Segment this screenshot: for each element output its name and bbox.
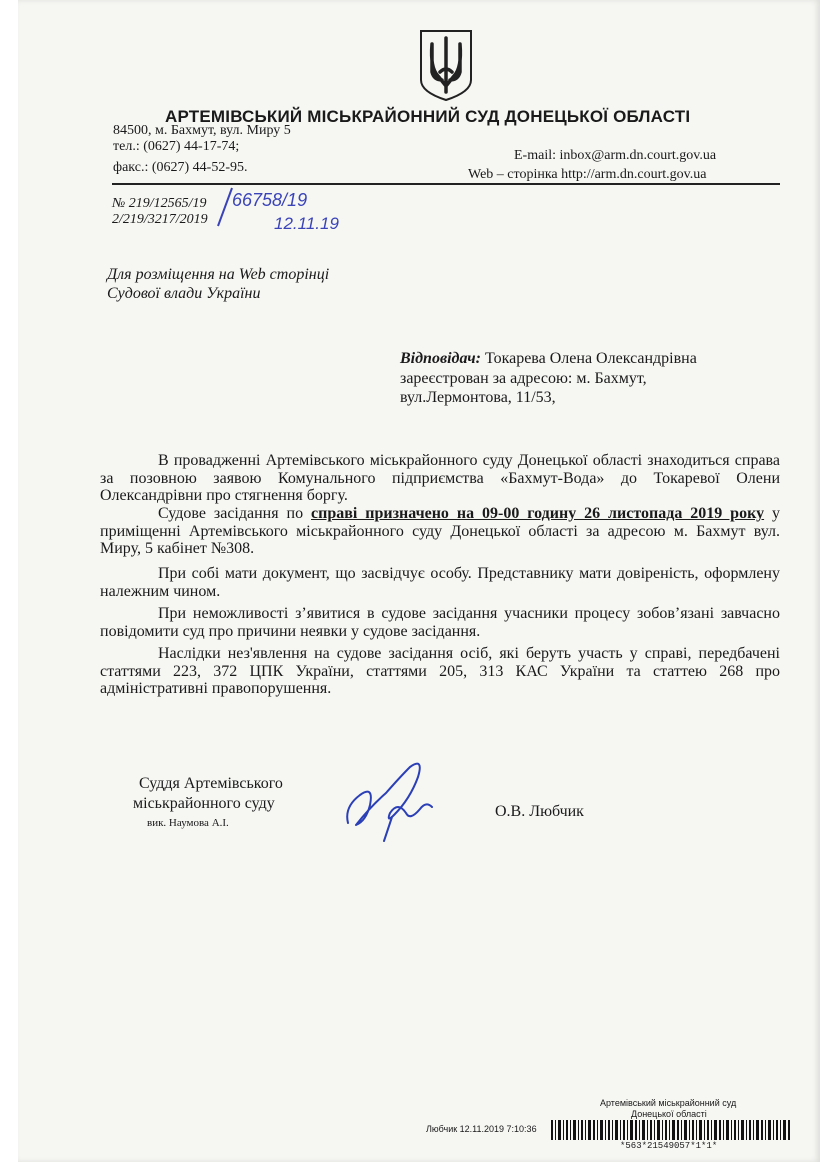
- court-website: Web – сторінка http://arm.dn.court.gov.ua: [468, 167, 707, 182]
- footer-stamp: Любчик 12.11.2019 7:10:36: [426, 1124, 537, 1134]
- hearing-date-highlight: справі призначено на 09-00 годину 26 листопада 2019 року: [311, 505, 765, 522]
- judge-name: О.В. Любчик: [495, 803, 584, 820]
- barcode-text: *563*21549057*1*1*: [620, 1141, 718, 1151]
- body-paragraph-5: Наслідки нез'явлення на судове засідання осіб, які беруть участь у справі, передбачені статтями 223, 372 ЦПК України, статтями 205, 313 КАС України та статтею 268 про адміністративні правопорушення.: [100, 645, 780, 697]
- recipient-address-line1: зареєстрован за адресою: м. Бахмут,: [400, 370, 647, 387]
- body-paragraph-4: При неможливості з’явитися в судове засідання учасники процесу зобов’язані завчасно повідомити суд про причини неявки у судове засідання.: [100, 605, 780, 640]
- recipient-label: Відповідач:: [400, 350, 481, 367]
- body-paragraph-2: [100, 505, 780, 558]
- court-address: 84500, м. Бахмут, вул. Миру 5: [113, 123, 291, 138]
- proceeding-number: 2/219/3217/2019: [112, 212, 208, 227]
- court-phone: тел.: (0627) 44-17-74;: [113, 139, 240, 154]
- recipient-address-line2: вул.Лермонтова, 11/53,: [400, 389, 556, 406]
- paragraph-2-end: у приміщенні Артемівського міськрайонного суду Донецької області за адресою м. Бахмут вул. Миру, 5 кабінет №308.: [100, 505, 781, 557]
- handwritten-date: 12.11.19: [274, 214, 339, 233]
- placement-note-line1: Для розміщення на Web сторінці: [107, 266, 330, 283]
- court-fax: факс.: (0627) 44-52-95.: [113, 160, 248, 175]
- judge-signature-icon: [340, 755, 440, 845]
- judge-role-line1: Суддя Артемівського: [139, 775, 283, 792]
- paragraph-2-start: Судове засідання по: [158, 505, 312, 522]
- footer-court-line2: Донецької області: [631, 1109, 707, 1119]
- recipient-name: Токарева Олена Олександрівна: [485, 350, 697, 367]
- recipient-block: [400, 350, 697, 368]
- court-title: АРТЕМІВСЬКИЙ МІСЬКРАЙОННИЙ СУД ДОНЕЦЬКОЇ ОБЛАСТІ: [165, 107, 691, 126]
- handwritten-incoming-number: 66758/19: [232, 190, 308, 210]
- judge-role-line2: міськрайонного суду: [133, 795, 275, 812]
- executor-note: вик. Наумова А.І.: [147, 817, 229, 829]
- court-email: E-mail: inbox@arm.dn.court.gov.ua: [514, 148, 717, 163]
- barcode-icon: [551, 1120, 791, 1140]
- footer-court-line1: Артемівський міськрайонний суд: [600, 1098, 737, 1108]
- case-number: № 219/12565/19: [112, 196, 207, 211]
- body-paragraph-1: В провадженні Артемівського міськрайонного суду Донецької області знаходиться справа за позовною заявою Комунального підприємства «Бахмут-Вода» до Токаревої Олени Олександрівни про стягнення боргу.: [100, 452, 780, 504]
- trident-emblem-icon: [418, 28, 474, 102]
- placement-note-line2: Судової влади України: [107, 285, 261, 302]
- body-paragraph-3: При собі мати документ, що засвідчує особу. Представнику мати довіреність, оформлену належним чином.: [100, 565, 780, 600]
